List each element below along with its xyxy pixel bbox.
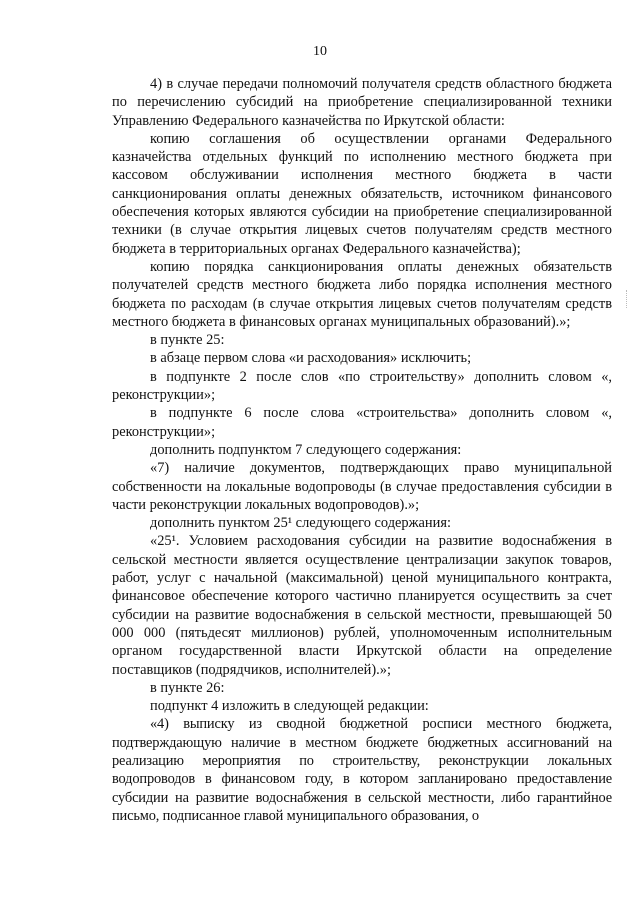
paragraph: подпункт 4 изложить в следующей редакции: — [150, 698, 429, 715]
paragraph: «7) наличие документов, подтверждающих право муниципальной собственности на локальные водопроводы (в случае предоставления субсидии в части реконструкции локальных водопроводов).»; — [112, 460, 612, 513]
paragraph: в подпункте 2 после слов «по строительству» дополнить словом «, реконструкции»; — [112, 368, 612, 404]
paragraph: копию порядка санкционирования оплаты денежных обязательств получателей средств местного бюджета либо порядка исполнения местного бюджета по расходам (в случае открытия лицевых счетов получателям средств местного бюджета в финансовых органах муниципальных образований).»; — [112, 258, 612, 330]
paragraph: «4) выписку из сводной бюджетной росписи местного бюджета, подтверждающую наличие в местном бюджете бюджетных ассигнований на реализацию мероприятия по строительству, реконструкции локальных водопроводов в финансовом году, в котором запланировано предоставление субсидии на развитие водоснабжения в сельской местности, либо гарантийное письмо, подписанное главой муниципального образования, о — [112, 716, 612, 824]
paragraph: «25¹. Условием расходования субсидии на развитие водоснабжения в сельской местности является осуществление централизации закупок товаров, работ, услуг с начальной (максимальной) ценой муниципального контракта, финансовое обеспечение которого частично планируется осуществить за счет субсидии на развитие водоснабжения в сельской местности, превышающей 50 000 000 (пятьдесят миллионов) рублей, уполномоченным исполнительным органом государственной власти Иркутской области на определение поставщиков (подрядчиков, исполнителей).»; — [112, 533, 612, 678]
paragraph: в абзаце первом слова «и расходования» исключить; — [150, 350, 472, 367]
document-body — [112, 75, 612, 825]
paragraph: 4) в случае передачи полномочий получателя средств областного бюджета по перечислению субсидий на приобретение специализированной техники Управлению Федерального казначейства по Иркутской области: — [112, 76, 612, 129]
scan-mark — [626, 290, 629, 308]
paragraph: в пункте 25: — [150, 332, 225, 349]
paragraph: дополнить пунктом 25¹ следующего содержания: — [150, 515, 451, 532]
paragraph: в подпункте 6 после слова «строительства» дополнить словом «, реконструкции»; — [112, 405, 612, 440]
paragraph: дополнить подпунктом 7 следующего содержания: — [150, 441, 462, 458]
page-number: 10 — [313, 44, 327, 59]
paragraph: копию соглашения об осуществлении органами Федерального казначейства отдельных функций по исполнению местного бюджета при кассовом обслуживании исполнения местного бюджета в части санкционирования оплаты денежных обязательств, источником финансового обеспечения которых являются субсидии на приобретение специализированной техники (в случае открытия лицевых счетов получателям средств местного бюджета в территориальных органах Федерального казначейства); — [112, 130, 612, 257]
paragraph: в пункте 26: — [150, 679, 225, 696]
